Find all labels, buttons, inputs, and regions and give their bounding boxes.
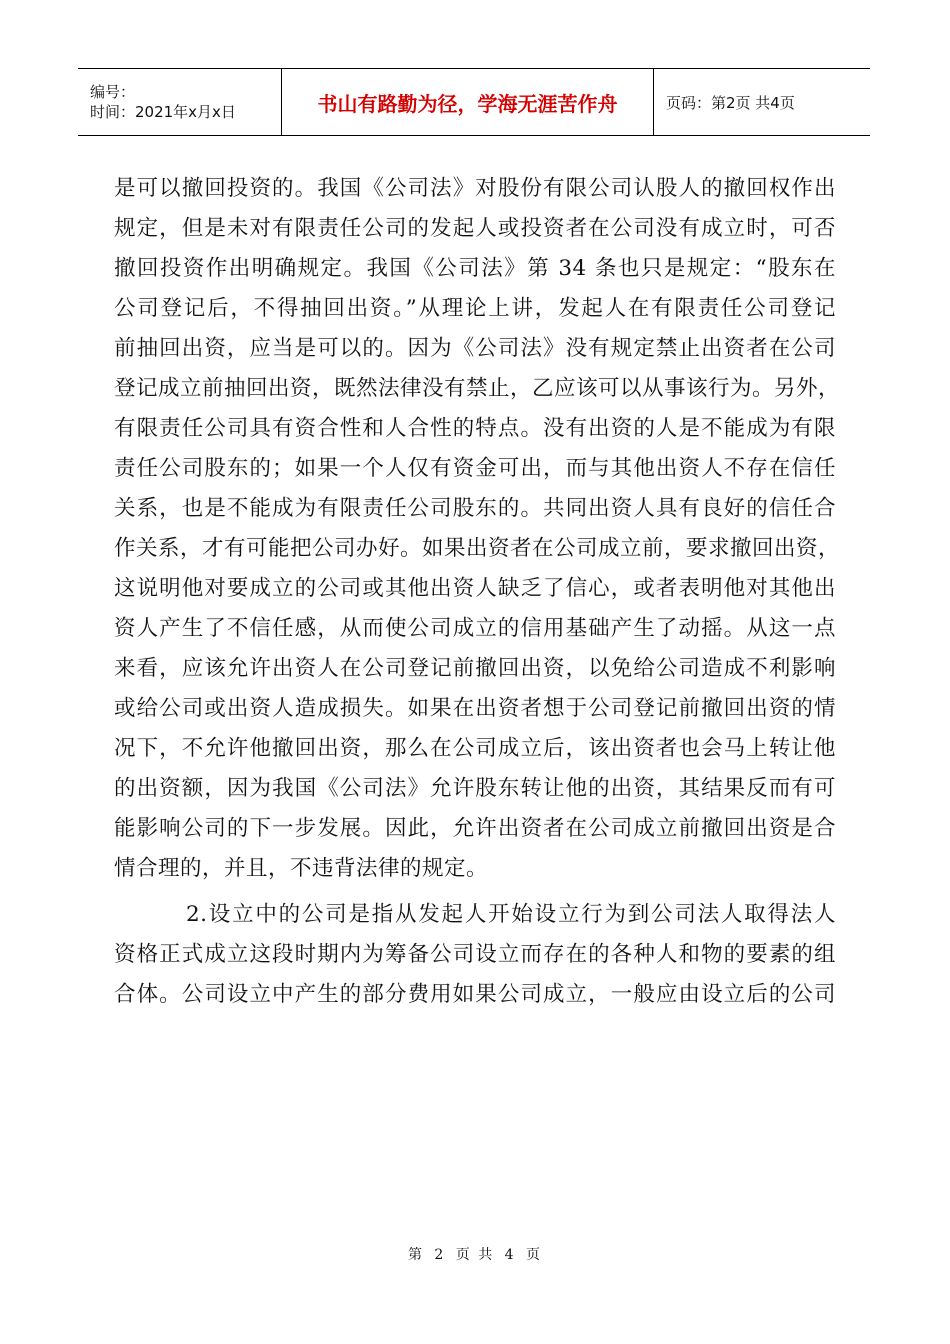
header-meta bbox=[78, 69, 282, 135]
motto-text: 书山有路勤为径，学海无涯苦作舟 bbox=[317, 91, 618, 116]
document-date: 时间：2021年x月x日 bbox=[90, 103, 236, 121]
page-info-text: 页码：第2页 共4页 bbox=[666, 93, 795, 112]
text-line: 况下，不允许他撤回出资，那么在公司成立后，该出资者也会马上转让他 bbox=[114, 736, 836, 761]
text-line: 或给公司或出资人造成损失。如果在出资者想于公司登记前撤回出资的情 bbox=[114, 696, 836, 721]
text-line: 关系，也是不能成为有限责任公司股东的。共同出资人具有良好的信任合 bbox=[114, 496, 836, 521]
text-line: 责任公司股东的；如果一个人仅有资金可出，而与其他出资人不存在信任 bbox=[114, 456, 836, 481]
document-number: 编号： bbox=[90, 83, 136, 101]
text-line: 资人产生了不信任感，从而使公司成立的信用基础产生了动摇。从这一点 bbox=[114, 616, 836, 641]
text-line: 2.设立中的公司是指从发起人开始设立行为到公司法人取得法人 bbox=[186, 902, 836, 927]
footer-suffix: 页 bbox=[526, 1247, 543, 1263]
text-line: 这说明他对要成立的公司或其他出资人缺乏了信心，或者表明他对其他出 bbox=[114, 576, 836, 601]
header-page-info bbox=[654, 69, 870, 135]
text-line: 来看，应该允许出资人在公司登记前撤回出资，以免给公司造成不利影响 bbox=[114, 656, 836, 681]
text-line: 能影响公司的下一步发展。因此，允许出资者在公司成立前撤回出资是合 bbox=[114, 816, 836, 841]
text-line: 有限责任公司具有资合性和人合性的特点。没有出资的人是不能成为有限 bbox=[114, 416, 836, 441]
text-line: 是可以撤回投资的。我国《公司法》对股份有限公司认股人的撤回权作出 bbox=[114, 176, 836, 201]
page-footer bbox=[0, 1244, 950, 1264]
text-line: 资格正式成立这段时期内为筹备公司设立而存在的各种人和物的要素的组 bbox=[114, 942, 836, 967]
footer-total-pages: 4 bbox=[504, 1247, 516, 1263]
text-line: 前抽回出资，应当是可以的。因为《公司法》没有规定禁止出资者在公司 bbox=[114, 336, 836, 361]
footer-mid: 页 共 bbox=[455, 1247, 495, 1263]
text-line: 的出资额，因为我国《公司法》允许股东转让他的出资，其结果反而有可 bbox=[114, 776, 836, 801]
text-line: 作关系，才有可能把公司办好。如果出资者在公司成立前，要求撤回出资， bbox=[114, 536, 841, 561]
document-body bbox=[114, 169, 841, 1015]
footer-prefix: 第 bbox=[407, 1247, 424, 1263]
footer-current-page: 2 bbox=[434, 1247, 446, 1263]
text-line: 规定，但是未对有限责任公司的发起人或投资者在公司没有成立时，可否 bbox=[114, 216, 836, 241]
header-motto bbox=[282, 69, 654, 135]
text-line: 情合理的，并且，不违背法律的规定。 bbox=[114, 856, 489, 881]
text-line: 撤回投资作出明确规定。我国《公司法》第 34 条也只是规定：“股东在 bbox=[114, 256, 836, 281]
text-line: 登记成立前抽回出资，既然法律没有禁止，乙应该可以从事该行为。另外， bbox=[114, 376, 841, 401]
page-header bbox=[78, 68, 870, 136]
paragraph-2 bbox=[114, 895, 836, 1015]
paragraph-1 bbox=[114, 169, 841, 889]
text-line: 合体。公司设立中产生的部分费用如果公司成立，一般应由设立后的公司 bbox=[114, 982, 836, 1007]
text-line: 公司登记后，不得抽回出资。”从理论上讲，发起人在有限责任公司登记 bbox=[114, 296, 836, 321]
